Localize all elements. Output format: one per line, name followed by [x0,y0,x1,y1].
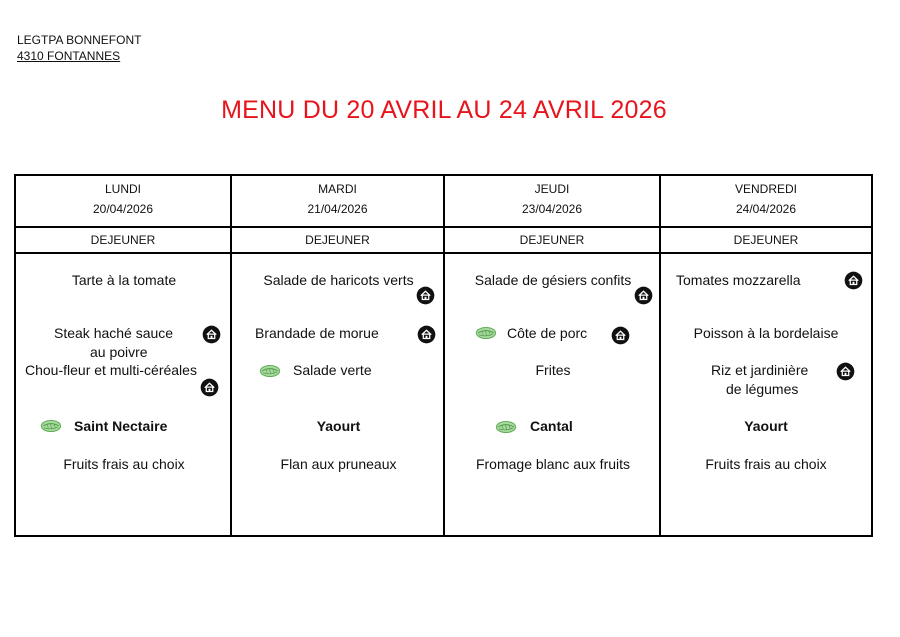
side-dish: Salade verte [293,362,372,378]
day-header [661,176,871,228]
dessert: Fruits frais au choix [63,456,185,472]
starter: Tarte à la tomate [71,272,177,288]
cheese: Yaourt [744,418,788,434]
meal-label: DEJEUNER [16,228,230,254]
school-name: LEGTPA BONNEFONT [17,33,142,47]
day-header [445,176,659,228]
starter: Salade de gésiers confits [474,272,632,288]
meal-label: DEJEUNER [232,228,443,254]
page-title: MENU DU 20 AVRIL AU 24 AVRIL 2026 [221,96,667,124]
main-dish-line1: Steak haché sauce [54,325,174,341]
day-name: VENDREDI [734,182,797,196]
day-date: 20/04/2026 [92,202,154,216]
homemade-icon [844,271,863,290]
starter: Salade de haricots verts [263,272,414,288]
meal-label: DEJEUNER [445,228,659,254]
side-dish: Frites [535,362,571,378]
school-info [17,32,141,64]
dessert: Flan aux pruneaux [280,456,397,472]
school-address: 4310 FONTANNES [17,49,121,63]
dessert: Fromage blanc aux fruits [475,456,631,472]
side-dish-line2: de légumes [726,381,799,397]
main-dish: Côte de porc [507,325,588,341]
day-column-thursday [445,176,661,535]
day-column-friday [661,176,871,535]
homemade-icon [634,286,653,305]
homemade-icon [202,325,221,344]
cheese: Saint Nectaire [74,418,168,434]
day-name: LUNDI [104,182,141,196]
side-dish: Chou-fleur et multi-céréales [25,362,197,378]
meal-label: DEJEUNER [661,228,871,254]
day-name: MARDI [318,182,357,196]
day-column-monday [16,176,232,535]
homemade-icon [416,286,435,305]
cheese: Cantal [530,418,573,434]
local-product-icon [475,326,497,340]
main-dish-line2: au poivre [90,344,148,360]
main-dish: Poisson à la bordelaise [693,325,839,341]
day-date: 23/04/2026 [521,202,583,216]
homemade-icon [200,378,219,397]
main-dish: Brandade de morue [255,325,379,341]
local-product-icon [259,364,281,378]
day-date: 24/04/2026 [735,202,797,216]
dessert: Fruits frais au choix [705,456,827,472]
starter: Tomates mozzarella [676,272,801,288]
day-column-tuesday [232,176,445,535]
homemade-icon [611,326,630,345]
local-product-icon [40,419,62,433]
day-date: 21/04/2026 [307,202,368,216]
day-header [232,176,443,228]
menu-table [14,174,873,537]
day-name: JEUDI [534,182,570,196]
side-dish-line1: Riz et jardinière [711,362,809,378]
homemade-icon [417,325,436,344]
homemade-icon [836,362,855,381]
day-header [16,176,230,228]
local-product-icon [495,420,517,434]
cheese: Yaourt [316,418,361,434]
